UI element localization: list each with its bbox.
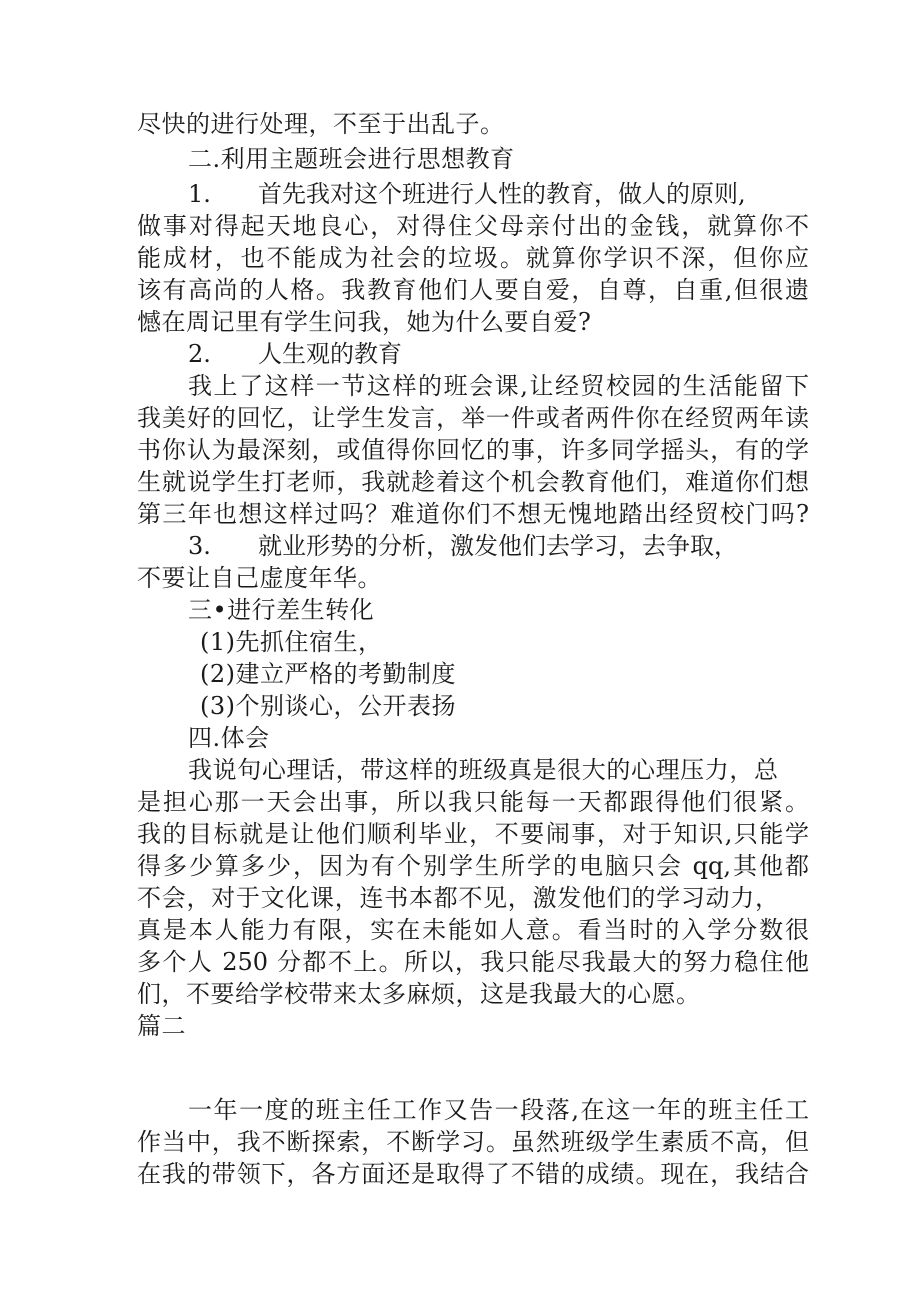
section-heading-3: 三•进行差生转化	[188, 596, 375, 624]
text-line: 得多少算多少，因为有个别学生所学的电脑只会 qq,其他都	[137, 852, 809, 880]
list-text: 首先我对这个班进行人性的教育，做人的原则,	[258, 180, 746, 208]
sub-item-3: (3)个别谈心，公开表扬	[200, 692, 456, 720]
text-line-continuation: 尽快的进行处理，不至于出乱子。	[137, 110, 505, 138]
paragraph-first-line: 我说句心理话，带这样的班级真是很大的心理压力，总	[188, 756, 778, 784]
paragraph-first-line: 一年一度的班主任工作又告一段落,在这一年的班主任工	[188, 1096, 809, 1124]
text-line: 我的目标就是让他们顺利毕业，不要闹事，对于知识,只能学	[137, 820, 809, 848]
paragraph-first-line: 我上了这样一节这样的班会课,让经贸校园的生活能留下	[188, 372, 809, 400]
text-line: 做事对得起天地良心，对得住父母亲付出的金钱，就算你不	[137, 212, 809, 240]
sub-item-1: (1)先抓住宿生，	[200, 628, 383, 656]
text-line: 我美好的回忆，让学生发言，举一件或者两件你在经贸两年读	[137, 404, 809, 432]
text-line: 多个人 250 分都不上。所以，我只能尽我最大的努力稳住他	[137, 948, 809, 976]
text-line: 第三年也想这样过吗？难道你们不想无愧地踏出经贸校门吗?	[137, 500, 809, 528]
list-number: 3.	[188, 532, 211, 560]
text-line: 是担心那一天会出事，所以我只能每一天都跟得他们很紧。	[137, 788, 809, 816]
list-text: 人生观的教育	[258, 340, 402, 368]
list-item-2	[188, 338, 402, 370]
text-line: 生就说学生打老师，我就趁着这个机会教育他们，难道你们想	[137, 468, 809, 496]
part-heading: 篇二	[137, 1012, 186, 1040]
section-heading-2: 二.利用主题班会进行思想教育	[188, 145, 515, 173]
section-heading-4: 四.体会	[188, 724, 270, 752]
text-line: 作当中，我不断探索，不断学习。虽然班级学生素质不高，但	[137, 1128, 809, 1156]
list-number: 2.	[188, 340, 211, 368]
list-text: 就业形势的分析，激发他们去学习，去争取，	[258, 532, 738, 560]
text-line: 在我的带领下，各方面还是取得了不错的成绩。现在，我结合	[137, 1160, 809, 1188]
list-number: 1.	[188, 180, 211, 208]
text-line: 书你认为最深刻，或值得你回忆的事，许多同学摇头，有的学	[137, 436, 809, 464]
text-line: 不要让自己虚度年华。	[137, 564, 382, 592]
text-line: 们，不要给学校带来太多麻烦，这是我最大的心愿。	[137, 980, 701, 1008]
text-line: 不会，对于文化课，连书本都不见，激发他们的学习动力，	[137, 884, 779, 912]
list-item-3	[188, 530, 738, 562]
sub-item-2: (2)建立严格的考勤制度	[200, 660, 456, 688]
list-item-1	[188, 178, 746, 210]
text-line: 真是本人能力有限，实在未能如人意。看当时的入学分数很	[137, 916, 809, 944]
text-line: 憾在周记里有学生问我，她为什么要自爱?	[137, 308, 592, 336]
text-line: 能成材，也不能成为社会的垃圾。就算你学识不深，但你应	[137, 244, 809, 272]
text-line: 该有高尚的人格。我教育他们人要自爱，自尊，自重,但很遗	[137, 276, 809, 304]
